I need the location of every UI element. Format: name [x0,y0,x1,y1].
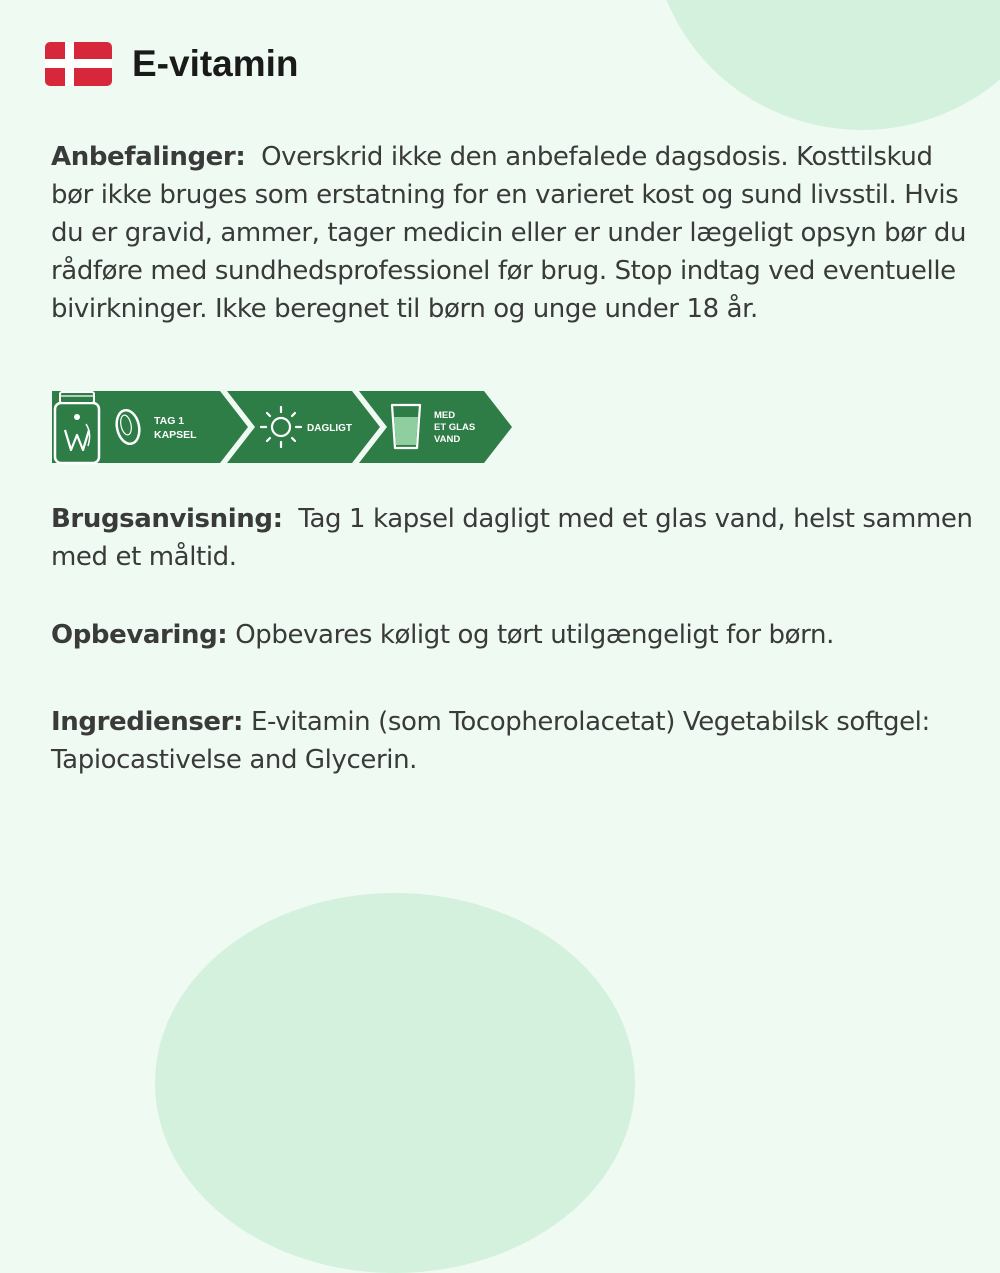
ingredients-label: Ingredienser: [51,707,244,737]
decorative-blob-bottom [155,893,635,1273]
storage-text: Opbevares køligt og tørt utilgængeligt for børn. [235,620,834,650]
storage-section [51,616,981,654]
ingredients-section [51,703,981,779]
usage-text: Tag 1 kapsel dagligt med et glas vand, helst sammen med et måltid. [51,504,973,572]
step1-line2: KAPSEL [154,429,197,441]
step2-chevron [227,391,380,463]
dosage-steps-banner [52,388,512,466]
recommendations-label: Anbefalinger: [51,142,246,172]
storage-label: Opbevaring: [51,620,228,650]
recommendations-section [51,138,981,328]
step3-line3: VAND [434,434,461,445]
step1-line1: TAG 1 [154,415,185,427]
step2-line1: DAGLIGT [307,423,352,434]
recommendations-text: Overskrid ikke den anbefalede dagsdosis. Kosttilskud bør ikke bruges som erstatning for en varieret kost og sund livsstil. Hvis du er gravid, ammer, tager medicin eller er under lægeligt opsyn bør du rådføre med sundhedsprofessionel før brug. Stop indtag ved eventuelle bivirkninger. Ikke beregnet til børn og unge under 18 år. [51,142,967,324]
step3-line1: MED [434,410,456,421]
decorative-blob-top [652,0,1000,130]
ingredients-text: E-vitamin (som Tocopherolacetat) Vegetabilsk softgel: Tapiocastivelse and Glycerin. [51,707,930,775]
denmark-flag-icon [45,42,112,86]
usage-section [51,500,981,576]
usage-label: Brugsanvisning: [51,504,283,534]
step3-line2: ET GLAS [434,422,476,433]
header [45,40,299,88]
supplement-bottle-icon [55,392,99,463]
page-title: E-vitamin [132,43,299,84]
